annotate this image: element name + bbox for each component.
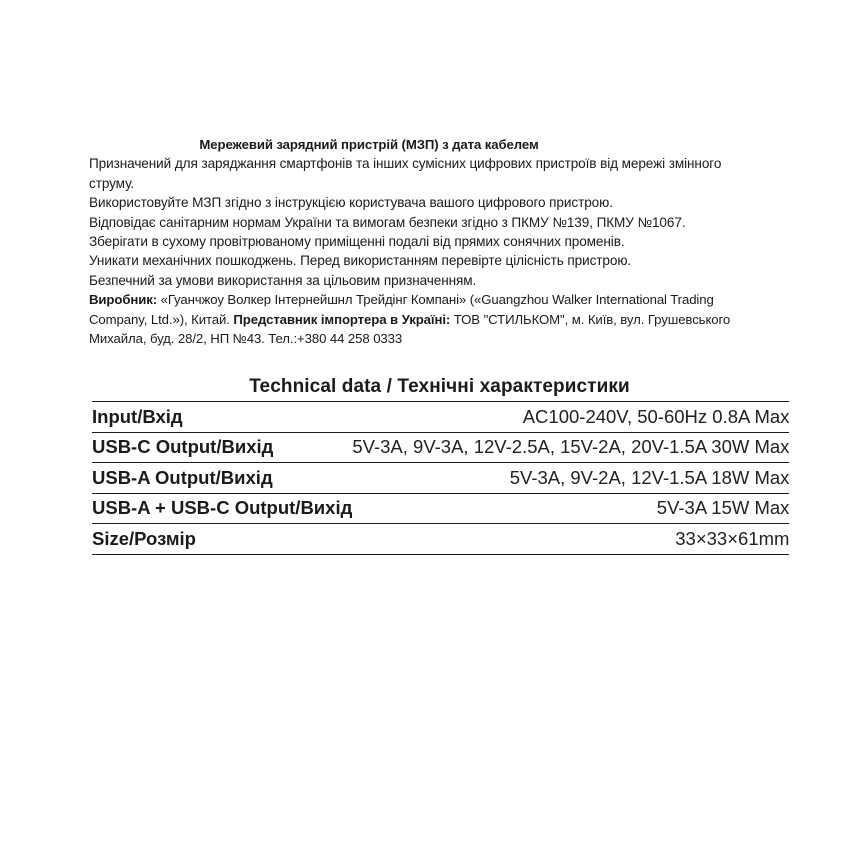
table-row: [92, 524, 789, 555]
description-paragraph: Безпечний за умови використання за цільовим призначенням.: [89, 272, 477, 288]
table-row: [92, 432, 789, 463]
spec-value: 5V-3A, 9V-3A, 12V-2.5A, 15V-2A, 20V-1.5A 30W Max: [352, 432, 789, 463]
table-row: [92, 463, 789, 494]
spec-label: USB-A Output/Вихід: [92, 463, 352, 494]
product-description: [89, 135, 769, 348]
table-row: [92, 493, 789, 524]
importer-text: ТОВ "СТИЛЬКОМ", м. Київ, вул. Грушевського Михайла, буд. 28/2, НП №43. Тел.:+380 44 258 0333: [89, 311, 731, 347]
spec-label: USB-A + USB-C Output/Вихід: [92, 493, 352, 524]
technical-data-section: [92, 373, 790, 555]
spec-table: [92, 401, 789, 555]
importer-label: Представник імпортера в Україні:: [233, 311, 451, 327]
description-paragraph: Уникати механічних пошкоджень. Перед використанням перевірте цілісність пристрою.: [89, 253, 632, 269]
table-row: [92, 402, 789, 433]
spec-label: USB-C Output/Вихід: [92, 432, 352, 463]
description-paragraph: Призначений для заряджання смартфонів та інших сумісних цифрових пристроїв від мережі змінного струму.: [89, 156, 722, 191]
manufacturer-info: [89, 290, 769, 348]
technical-data-title: Technical data / Технічні характеристики: [249, 376, 630, 397]
spec-value: AC100-240V, 50-60Hz 0.8A Max: [352, 402, 789, 433]
description-paragraph: Відповідає санітарним нормам України та вимогам безпеки згідно з ПКМУ №139, ПКМУ №1067.: [89, 214, 686, 230]
manufacturer-label: Виробник:: [89, 292, 158, 308]
description-paragraph: Зберігати в сухому провітрюваному приміщенні подалі від прямих сонячних променів.: [89, 234, 625, 250]
description-paragraph: Використовуйте МЗП згідно з інструкцією користувача вашого цифрового пристрою.: [89, 195, 613, 211]
product-title: Мережевий зарядний пристрій (МЗП) з дата кабелем: [199, 137, 539, 152]
manufacturer-text: «Гуанчжоу Волкер Інтернейшнл Трейдінг Компані» («Guangzhou Walker International Trading Company, Ltd.»), Китай.: [89, 292, 714, 327]
spec-label: Size/Розмір: [92, 524, 352, 555]
spec-value: 33×33×61mm: [352, 524, 789, 555]
spec-value: 5V-3A 15W Max: [352, 493, 789, 524]
spec-value: 5V-3A, 9V-2A, 12V-1.5A 18W Max: [352, 463, 789, 494]
spec-label: Input/Вхід: [92, 402, 352, 433]
